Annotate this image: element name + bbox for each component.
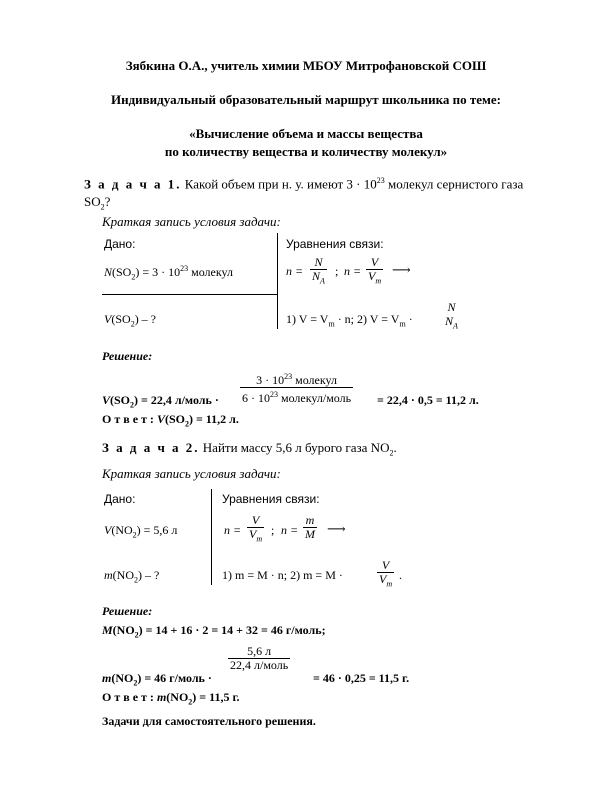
task1-eq-line2 (286, 312, 413, 328)
task2-label: З а д а ч а 2. (102, 440, 200, 455)
frac-num: V (381, 558, 390, 572)
frac-den-symbol: N (312, 269, 321, 283)
find-1-symbol: V (104, 312, 112, 326)
task1-text-c: SO (84, 194, 101, 209)
task2-eq-n: n = (224, 523, 242, 537)
task2-solution-left (102, 671, 212, 687)
eq-line2-part-b: · n; 2) V = V (334, 312, 400, 326)
sol-M-formula: (NO (112, 623, 135, 637)
answer-sub: 2 (188, 697, 193, 707)
frac-den (310, 269, 327, 287)
task1-horizontal-divider (102, 294, 277, 295)
eq-line2-part-c: · (405, 312, 413, 326)
topic-line-1: «Вычисление объема и массы вещества (189, 126, 423, 141)
self-study-heading: Задачи для самостоятельного решения. (102, 714, 316, 728)
task2-eq-arrow-icon: ⟶ (327, 521, 346, 536)
sol-den-b: молекул/моль (278, 391, 352, 405)
answer-value: ) = 11,2 л. (188, 412, 239, 426)
task1-answer (102, 412, 239, 428)
sol-left-value: ) = 46 г/моль · (137, 671, 212, 685)
task1-eq-frac-N-NA (310, 256, 327, 287)
task1-statement (84, 176, 546, 192)
given-1-unit: молекул (188, 265, 233, 279)
frac-den-sub: m (375, 276, 382, 286)
answer-symbol: m (156, 690, 167, 704)
sol-den-a: 6 · 10 (242, 391, 270, 405)
eq-line2-sub-b: m (399, 319, 406, 329)
sol-num-a: 3 · 10 (256, 373, 285, 387)
frac-den: M (305, 527, 315, 541)
task1-label: З а д а ч а 1. (84, 176, 182, 192)
given-1-formula: (NO (111, 523, 133, 537)
frac-den (366, 269, 383, 287)
answer-symbol: V (156, 412, 165, 426)
sol-left-formula: (SO (110, 393, 131, 407)
task1-equations-label: Уравнения связи: (286, 237, 384, 251)
task1-text-d: ? (104, 194, 111, 209)
eq-line2-sub-a: m (328, 319, 335, 329)
find-1-sub: 2 (134, 575, 138, 585)
sol-M-sub: 2 (134, 630, 139, 640)
find-1-question: ) – ? (134, 312, 157, 326)
sol-left-sub: 2 (130, 400, 135, 410)
frac-den-sub: m (386, 579, 393, 589)
frac-num: N (314, 255, 323, 269)
task1-eq-line2-frac (443, 300, 460, 333)
find-1-symbol: m (104, 568, 113, 582)
task2-solution-frac (228, 645, 290, 672)
frac-den-symbol: N (445, 314, 454, 328)
answer-formula: (SO (164, 412, 185, 426)
task2-solution-right: = 46 · 0,25 = 11,5 г. (313, 671, 410, 685)
task2-given-1 (104, 523, 177, 539)
frac-den (240, 387, 353, 405)
subtitle-line: Индивидуальный образовательный маршрут школьника по теме: (110, 92, 502, 107)
task1-find (104, 312, 156, 328)
frac-den-sub: A (453, 321, 458, 331)
given-1-symbol: N (104, 265, 113, 279)
task2-given-label: Дано: (104, 492, 136, 506)
task2-eq-line2-frac (377, 559, 394, 590)
given-1-sub: 2 (132, 530, 137, 540)
task1-text-exp: 23 (376, 176, 385, 185)
task2-eq-frac-V-Vm (247, 514, 264, 545)
sol-left-value: ) = 22,4 л/моль · (134, 393, 219, 407)
task2-vertical-divider (211, 489, 212, 585)
task2-eq-line2: 1) m = M · n; 2) m = M · (222, 568, 343, 582)
frac-den-symbol: V (249, 527, 257, 541)
task2-eq-frac-m-M (303, 514, 317, 541)
task2-solution-label: Решение: (102, 604, 153, 618)
frac-den (247, 527, 264, 545)
given-1-sub: 2 (131, 272, 136, 282)
sol-left-formula: (NO (111, 671, 134, 685)
frac-den-sub: A (320, 276, 325, 286)
given-1-exp: 23 (180, 264, 189, 273)
frac-den (443, 314, 460, 333)
task2-eq-sep: ; (271, 523, 275, 537)
task1-given-1 (104, 264, 233, 281)
frac-num: 5,6 л (247, 644, 272, 658)
sol-left-sub: 2 (133, 678, 138, 688)
task2-text-b: . (393, 440, 397, 455)
answer-label: О т в е т : (102, 690, 154, 704)
topic-line-2: по количеству вещества и количеству молекул» (164, 144, 448, 159)
sol-left-symbol: V (102, 393, 111, 407)
task2-answer (102, 690, 240, 706)
task2-eq-n2: n = (281, 523, 299, 537)
task1-solution-left (102, 393, 219, 409)
answer-formula: (NO (166, 690, 189, 704)
task1-short-record: Краткая запись условия задачи: (102, 214, 281, 229)
task1-eq-sep: ; (335, 264, 339, 278)
answer-label: О т в е т : (102, 412, 154, 426)
task2-molar-mass (102, 623, 326, 639)
task1-eq-arrow-icon: ⟶ (392, 262, 411, 277)
find-1-formula: (SO (111, 312, 131, 326)
given-1-formula: (SO (112, 265, 132, 279)
sol-M-symbol: M (102, 623, 113, 637)
task2-statement (102, 440, 397, 458)
given-1-value: ) = 5,6 л (136, 523, 178, 537)
frac-den-sub: m (256, 534, 263, 544)
task2-equations-label: Уравнения связи: (222, 492, 320, 506)
task1-text-a: Какой объем при н. у. имеют 3 · 10 (184, 176, 377, 192)
task2-find (104, 568, 159, 584)
sol-num-b: молекул (292, 373, 337, 387)
frac-den: 22,4 л/моль (230, 658, 289, 672)
frac-num: V (251, 513, 260, 527)
sol-num-exp: 23 (284, 372, 293, 381)
task1-eq-frac-V-Vm (366, 256, 383, 287)
task2-text-sub: 2 (389, 448, 394, 458)
sol-M-value: ) = 14 + 16 · 2 = 14 + 32 = 46 г/моль; (138, 623, 326, 637)
given-1-value: ) = 3 · 10 (135, 265, 181, 279)
task1-statement-cont (84, 194, 110, 212)
find-1-sub: 2 (130, 319, 135, 329)
frac-num: N (447, 300, 456, 314)
task1-vertical-divider (277, 233, 278, 329)
task1-solution-frac (240, 370, 353, 405)
sol-den-exp: 23 (270, 390, 278, 399)
author-line: Зябкина О.А., учитель химии МБОУ Митрофановской СОШ (125, 58, 487, 73)
task2-eq-line2-end: . (399, 568, 402, 582)
eq-line2-part-a: 1) V = V (286, 312, 329, 326)
task2-text-a: Найти массу 5,6 л бурого газа NO (202, 440, 390, 455)
task1-text-b: молекул сернистого газа (388, 176, 524, 192)
frac-den-symbol: V (379, 572, 387, 586)
task1-eq-n: n = (286, 264, 304, 278)
task2-short-record: Краткая запись условия задачи: (102, 466, 281, 481)
sol-left-symbol: m (102, 671, 112, 685)
frac-den-symbol: V (368, 269, 376, 283)
task1-eq-n2: n = (344, 264, 362, 278)
task1-solution-label: Решение: (102, 349, 153, 363)
task1-given-label: Дано: (104, 237, 136, 251)
frac-num: V (370, 255, 379, 269)
task1-solution-right: = 22,4 · 0,5 = 11,2 л. (377, 393, 479, 407)
given-1-symbol: V (104, 523, 112, 537)
frac-den (377, 572, 394, 590)
answer-value: ) = 11,5 г. (192, 690, 240, 704)
find-1-question: ) – ? (138, 568, 160, 582)
frac-num: m (305, 513, 315, 527)
find-1-formula: (NO (112, 568, 134, 582)
frac-num (254, 370, 339, 387)
answer-sub: 2 (184, 419, 189, 429)
task1-text-c-sub: 2 (100, 202, 105, 212)
